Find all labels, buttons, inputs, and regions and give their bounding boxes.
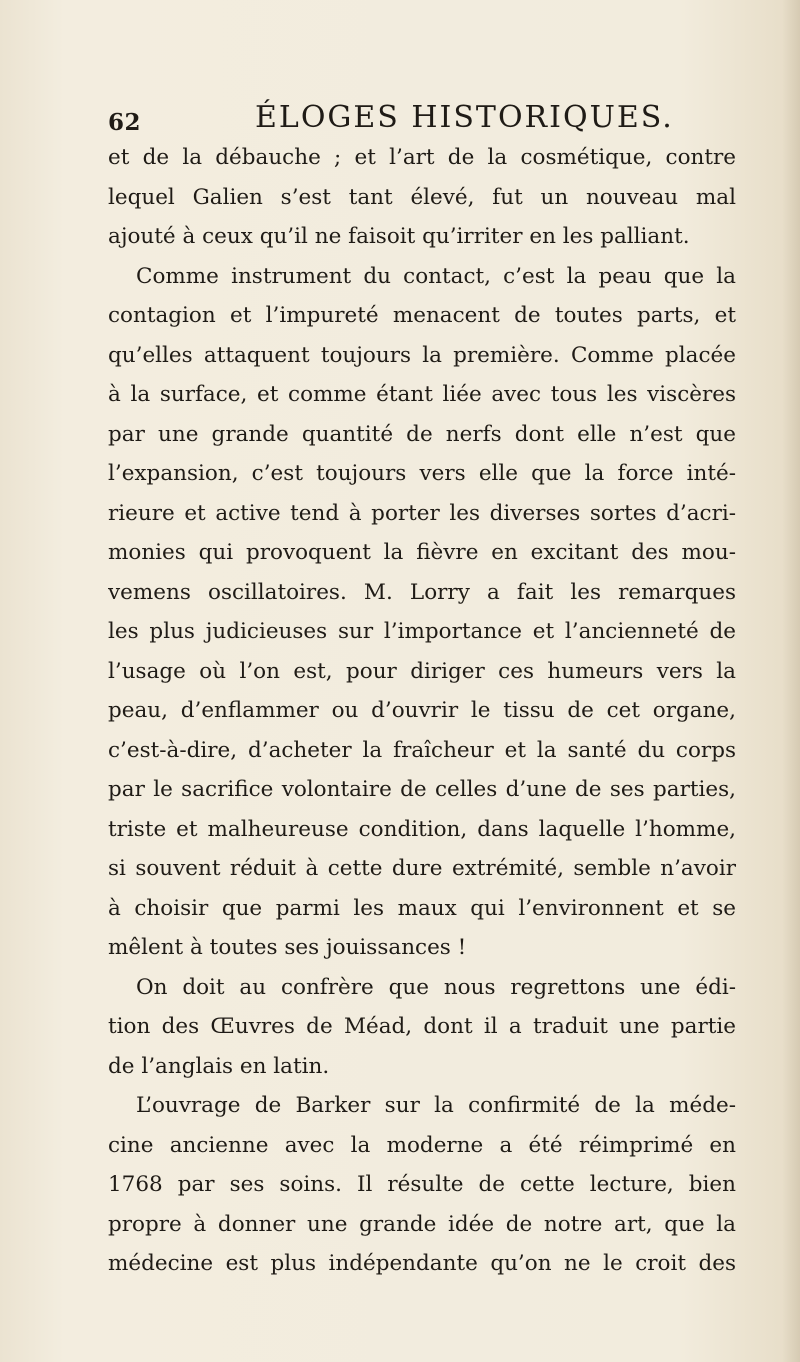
page-header — [108, 95, 728, 141]
text-line: Comme instrument du contact, c’est la peau que la — [136, 263, 736, 289]
text-line: monies qui provoquent la fièvre en excitant des mou- — [108, 540, 736, 565]
text-line: de l’anglais en latin. — [108, 1053, 330, 1079]
text-line: contagion et l’impureté menacent de toutes parts, et — [108, 303, 736, 328]
text-line: par le sacrifice volontaire de celles d’une de ses parties, — [108, 777, 736, 802]
text-line: à la surface, et comme étant liée avec tous les viscères — [108, 382, 736, 407]
text-line: c’est-à-dire, d’acheter la fraîcheur et la santé du corps — [108, 737, 736, 763]
text-line: L’ouvrage de Barker sur la confirmité de la méde- — [136, 1093, 736, 1118]
text-line: vemens oscillatoires. M. Lorry a fait les remarques — [108, 579, 736, 605]
text-line: l’expansion, c’est toujours vers elle que la force inté- — [108, 461, 736, 486]
text-line: rieure et active tend à porter les diverses sortes d’acri- — [108, 500, 736, 526]
text-line: ajouté à ceux qu’il ne faisoit qu’irriter en les palliant. — [108, 224, 690, 249]
body-text — [108, 138, 736, 1284]
text-line: 1768 par ses soins. Il résulte de cette lecture, bien — [108, 1172, 736, 1197]
page-number: 62 — [108, 109, 142, 136]
running-head: ÉLOGES HISTORIQUES. — [255, 100, 674, 135]
text-line: tion des Œuvres de Méad, dont il a traduit une partie — [108, 1014, 736, 1039]
text-line: à choisir que parmi les maux qui l’environnent et se — [108, 895, 736, 921]
text-line: médecine est plus indépendante qu’on ne le croit des — [108, 1251, 736, 1276]
text-line: cine ancienne avec la moderne a été réimprimé en — [108, 1132, 736, 1158]
text-line: qu’elles attaquent toujours la première. Comme placée — [108, 342, 736, 368]
text-line: triste et malheureuse condition, dans laquelle l’homme, — [108, 816, 736, 842]
text-line: et de la débauche ; et l’art de la cosmétique, contre — [108, 145, 736, 170]
text-line: peau, d’enflammer ou d’ouvrir le tissu de cet organe, — [108, 698, 736, 723]
text-line: lequel Galien s’est tant élevé, fut un nouveau mal — [108, 184, 736, 210]
text-line: si souvent réduit à cette dure extrémité, semble n’avoir — [108, 856, 736, 881]
text-line: On doit au confrère que nous regrettons une édi- — [136, 974, 736, 1000]
text-line: les plus judicieuses sur l’importance et l’ancienneté de — [108, 619, 736, 644]
text-line: l’usage où l’on est, pour diriger ces humeurs vers la — [108, 658, 736, 684]
page-edge-shadow — [782, 0, 800, 1362]
text-line: par une grande quantité de nerfs dont elle n’est que — [108, 421, 736, 447]
text-line: mêlent à toutes ses jouissances ! — [108, 935, 467, 960]
text-line: propre à donner une grande idée de notre art, que la — [108, 1211, 736, 1237]
